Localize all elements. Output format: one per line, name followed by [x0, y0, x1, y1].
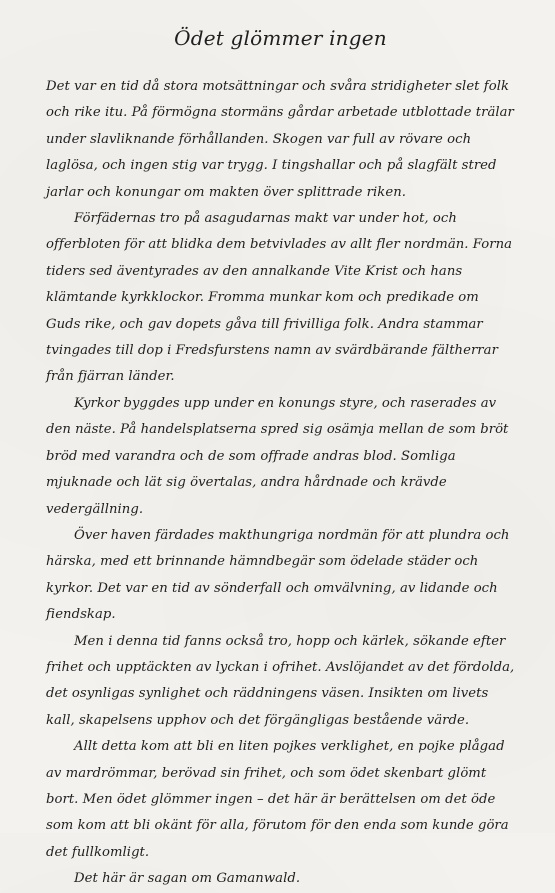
paragraph-5: Men i denna tid fanns också tro, hopp och kärlek, sökande efter frihet och upptäckten av lyckan i ofrihet. Avslöjandet av det fördolda, det osynligas synlighet och räddningens väsen. Insikten om livets kall, skapelsens upphov och det förgängligas bestående värde. — [46, 633, 515, 728]
paragraph-4: Över haven färdades makthungriga nordmän för att plundra och härska, med ett brinnande hämndbegär som ödelade städer och kyrkor. Det var en tid av sönderfall och omvälvning, av lidande och fiendskap. — [46, 527, 510, 623]
body-text — [46, 74, 515, 893]
page-title: Ödet glömmer ingen — [174, 26, 387, 50]
paragraph-2: Förfädernas tro på asagudarnas makt var under hot, och offerbloten för att blidka dem betvivlades av allt fler nordmän. Forna tiders sed äventyrades av den annalkande Vite Krist och hans klämtande kyrkklockor. Fromma munkar kom och predikade om Guds rike, och gav dopets gåva till frivilliga folk. Andra stammar tvingades till dop i Fredsfurstens namn av svärdbärande fältherrar från fjärran länder. — [46, 211, 513, 385]
paragraph-6: Allt detta kom att bli en liten pojkes verklighet, en pojke plågad av mardrömmar, berövad sin frihet, och som ödet skenbart glömt bort. Men ödet glömmer ingen – det här är berättelsen om det öde som kom att bli okänt för alla, förutom för den enda som kunde göra det fullkomligt. — [46, 739, 509, 860]
paragraph-3: Kyrkor byggdes upp under en konungs styre, och raserades av den näste. På handelsplatserna spred sig osämja mellan de som bröt bröd med varandra och de som offrade andras blod. Somliga mjuknade och lät sig övertalas, andra hårdnade och krävde vedergällning. — [46, 395, 509, 517]
paragraph-1: Det var en tid då stora motsättningar och svåra stridigheter slet folk och rike itu. På förmögna stormäns gårdar arbetade utblottade trälar under slavliknande förhållanden. Skogen var full av rövare och laglösa, och ingen stig var trygg. I tingshallar och på slagfält stred jarlar och konungar om makten över splittrade riken. — [46, 79, 514, 200]
paragraph-7: Det här är sagan om Gamanwald. — [74, 871, 301, 887]
